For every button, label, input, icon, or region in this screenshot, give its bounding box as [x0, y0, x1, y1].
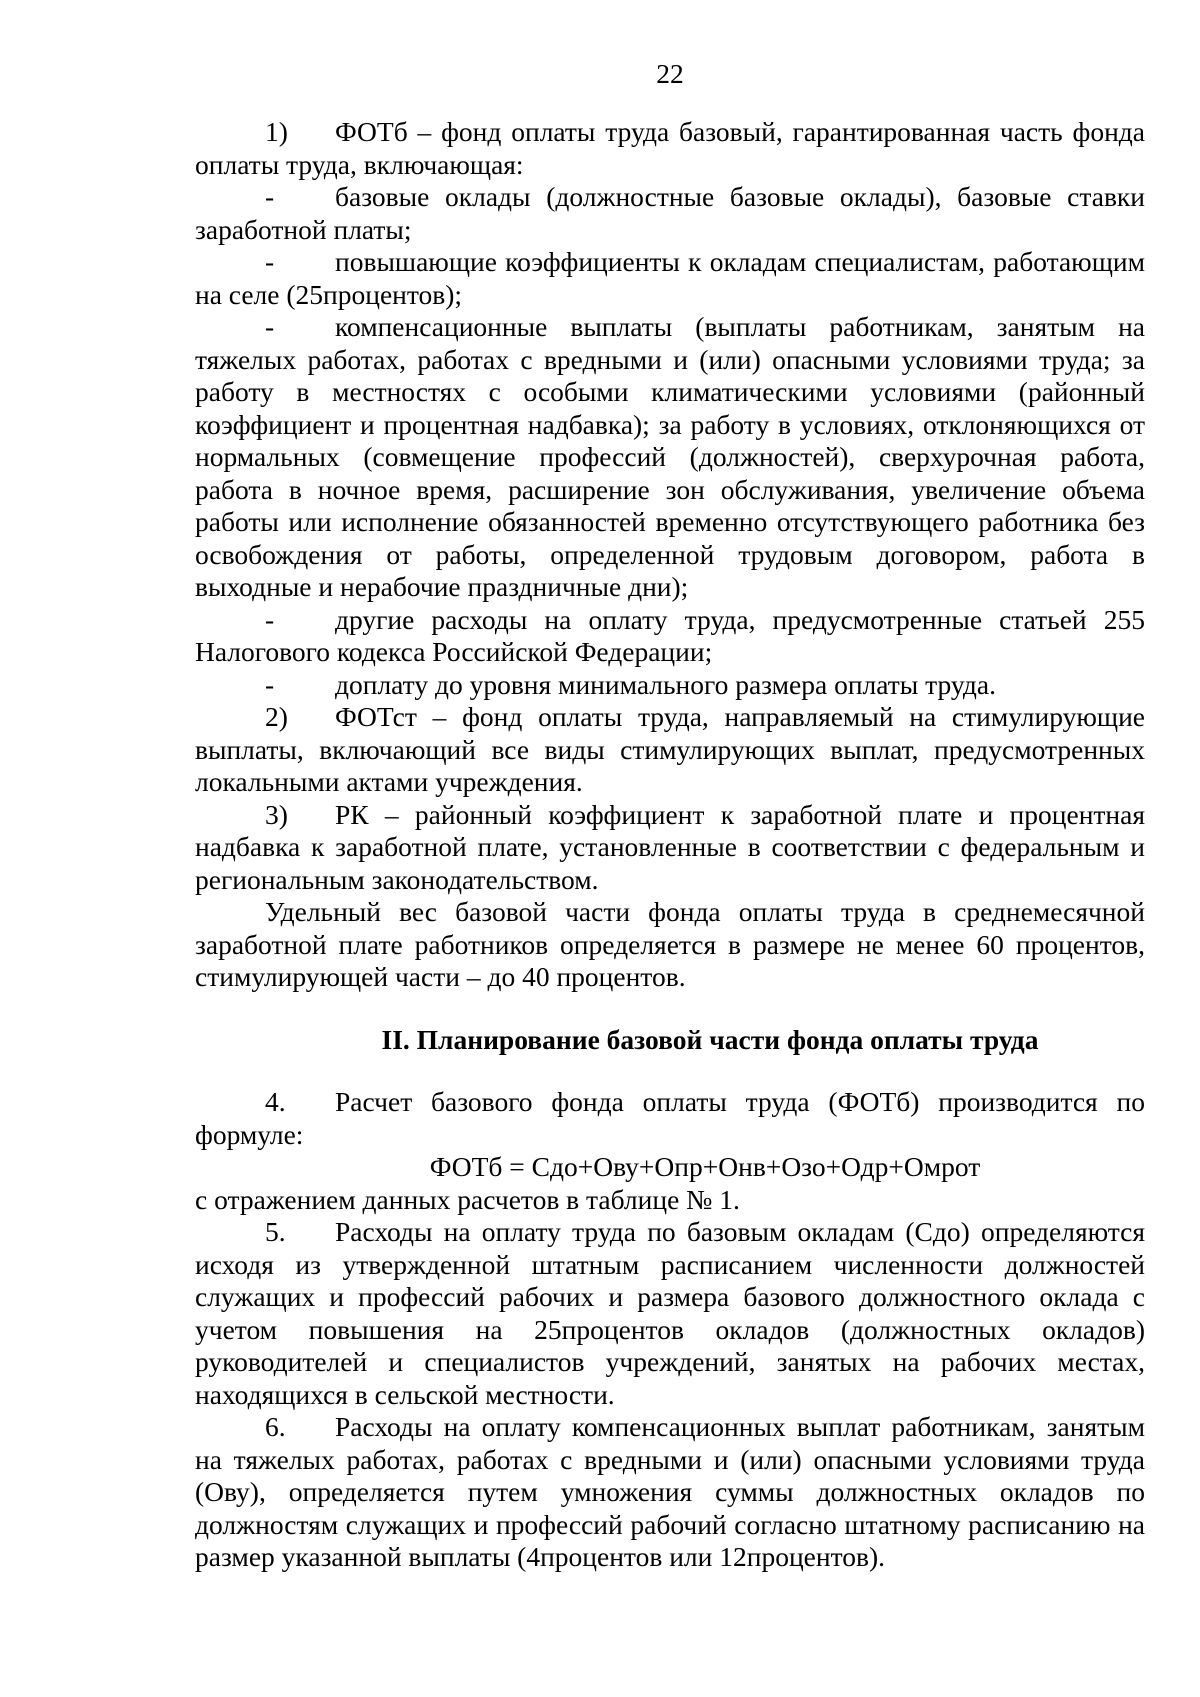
bullet-item [195, 311, 1145, 604]
bullet-text: базовые оклады (должностные базовые оклады), базовые ставки заработной платы; [195, 181, 1145, 245]
document-body [195, 116, 1145, 1574]
list-item-text: ФОТб – фонд оплаты труда базовый, гарантированная часть фонда оплаты труда, включающая: [195, 116, 1145, 180]
page-number: 22 [656, 58, 684, 89]
list-item-2 [195, 701, 1145, 799]
bullet-item [195, 604, 1145, 669]
list-item-text: РК – районный коэффициент к заработной плате и процентная надбавка к заработной плате, установленные в соответствии с федеральным и региональным законодательством. [195, 798, 1145, 895]
bullet-item [195, 669, 1145, 702]
bullet-text: компенсационные выплаты (выплаты работникам, занятым на тяжелых работах, работах с вредными и (или) опасными условиями труда; за работу в местностях с особыми климатическими условиями (районный коэффициент и процентная надбавка); за работу в условиях, отклоняющихся от нормальных (совмещение профессий (должностей), сверхурочная работа, работа в ночное время, расширение зон обслуживания, увеличение объема работы или исполнение обязанностей временно отсутствующего работника без освобождения от работы, определенной трудовым договором, работа в выходные и нерабочие праздничные дни); [195, 311, 1145, 602]
bullet-dash: - [265, 181, 275, 212]
formula: ФОТб = Сдо+Ову+Опр+Онв+Озо+Одр+Омрот [429, 1151, 981, 1182]
section-title: II. Планирование базовой части фонда оплаты труда [381, 1023, 1039, 1055]
list-item-number: 2) [265, 701, 288, 732]
paragraph-text: Расчет базового фонда оплаты труда (ФОТб) производится по формуле: [195, 1086, 1145, 1150]
list-item-text: ФОТст – фонд оплаты труда, направляемый на стимулирующие выплаты, включающий все виды стимулирующих выплат, предусмотренных локальными актами учреждения. [195, 701, 1145, 797]
spacer [195, 994, 1145, 1024]
bullet-dash: - [265, 668, 275, 700]
bullet-item [195, 181, 1145, 246]
paragraph-number: 6. [265, 1411, 286, 1442]
spacer [195, 1056, 1145, 1086]
bullet-dash: - [265, 603, 275, 635]
paragraph-number: 4. [265, 1086, 286, 1117]
share-paragraph: Удельный вес базовой части фонда оплаты труда в среднемесячной заработной плате работников определяется в размере не менее 60 процентов, стимулирующей части – до 40 процентов. [195, 896, 1145, 992]
paragraph-number: 5. [265, 1216, 286, 1247]
paragraph-5 [195, 1216, 1145, 1411]
bullet-text: доплату до уровня минимального размера оплаты труда. [335, 668, 996, 700]
paragraph-4 [195, 1086, 1145, 1151]
list-item-number: 1) [265, 116, 288, 147]
list-item-1 [195, 116, 1145, 181]
paragraph-text: Расходы на оплату компенсационных выплат работникам, занятым на тяжелых работах, работах с вредными и (или) опасными условиями труда (Ову), определяется путем умножения суммы должностных окладов по должностям служащих и профессий рабочий согласно штатному расписанию на размер указанной выплаты (4процентов или 12процентов). [195, 1411, 1145, 1572]
bullet-dash: - [265, 311, 275, 342]
paragraph-text: Расходы на оплату труда по базовым окладам (Сдо) определяются исходя из утвержденной штатным расписанием численности должностей служащих и профессий рабочих и размера базового должностного оклада с учетом повышения на 25процентов окладов (должностных окладов) руководителей и специалистов учреждений, занятых на рабочих местах, находящихся в сельской местности. [195, 1216, 1145, 1410]
bullet-item [195, 246, 1145, 311]
list-item-number: 3) [265, 798, 288, 830]
formula-note: с отражением данных расчетов в таблице № 1. [195, 1183, 740, 1215]
bullet-text: повышающие коэффициенты к окладам специалистам, работающим на селе (25процентов); [195, 246, 1145, 310]
paragraph-6 [195, 1411, 1145, 1574]
list-item-3 [195, 799, 1145, 897]
bullet-dash: - [265, 246, 275, 277]
bullet-text: другие расходы на оплату труда, предусмотренные статьей 255 Налогового кодекса Российской Федерации; [195, 603, 1145, 667]
